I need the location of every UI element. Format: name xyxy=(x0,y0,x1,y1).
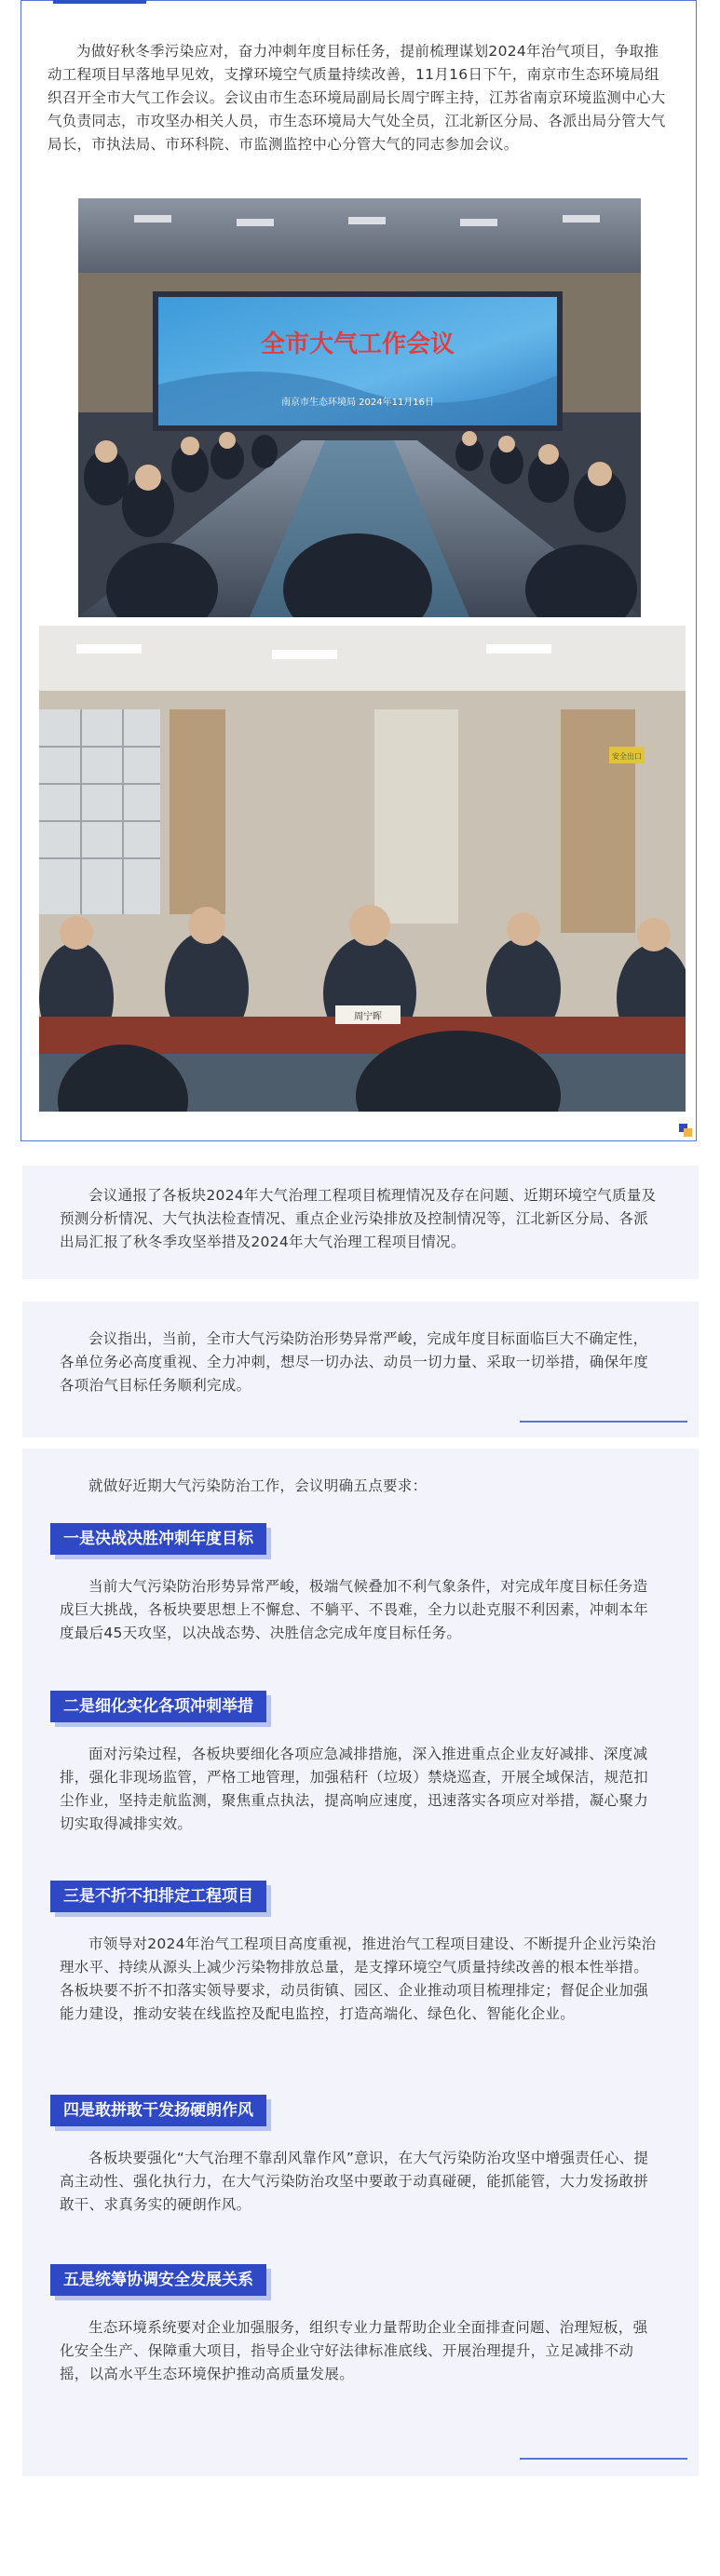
divider-rule-bottom xyxy=(520,2458,687,2460)
intro-paragraph: 为做好秋冬季污染应对，奋力冲刺年度目标任务，提前梳理谋划2024年治气项目，争取推动工程项目早落地早见效，支撑环境空气质量持续改善，11月16日下午，南京市生态环境局组织召开全市大气工作会议。会议由市生态环境局副局长周宁晖主持，江苏省南京环境监测中心大气负责同志，市攻坚办相关人员，市生态环境局大气处全员，江北新区分局、各派出局分管大气局长，市执法局、市环科院、市监测监控中心分管大气的同志参加会议。 xyxy=(48,43,666,153)
requirement-heading-1: 一是决战决胜冲刺年度目标 xyxy=(50,1523,266,1555)
report-panel xyxy=(22,1166,699,1279)
meeting-photo-2-image xyxy=(39,626,686,1112)
card-accent-bar xyxy=(53,0,146,4)
report-paragraph: 会议通报了各板块2024年大气治理工程项目梳理情况及存在问题、近期环境空气质量及预测分析情况、大气执法检查情况、重点企业污染排放及控制情况等，江北新区分局、各派出局汇报了秋冬季攻坚举措及2024年大气治理工程项目情况。 xyxy=(60,1187,657,1250)
requirement-heading-4: 四是敢拼敢干发扬硬朗作风 xyxy=(50,2095,266,2126)
nameplate: 周宁晖 xyxy=(354,1012,382,1022)
screen-title: 全市大气工作会议 xyxy=(260,330,455,358)
requirement-body-1: 当前大气污染防治形势异常严峻，极端气候叠加不利气象条件，对完成年度目标任务造成巨大挑战，各板块要思想上不懈怠、不躺平、不畏难，全力以赴克服不利因素，冲刺本年度最后45天攻坚，以决战态势、决胜信念完成年度目标任务。 xyxy=(60,1578,649,1641)
situation-panel xyxy=(22,1301,699,1437)
divider-rule xyxy=(520,1421,687,1423)
meeting-photo-1-image xyxy=(78,198,641,617)
corner-decoration-icon xyxy=(679,1124,692,1137)
exit-sign: 安全出口 xyxy=(612,752,642,761)
requirement-heading-2: 二是细化实化各项冲刺举措 xyxy=(50,1691,266,1722)
requirement-body-3: 市领导对2024年治气工程项目高度重视，推进治气工程项目建设、不断提升企业污染治理水平、持续从源头上减少污染物排放总量，是支撑环境空气质量持续改善的根本性举措。各板块要不折不扣落实领导要求，动员街镇、园区、企业推动项目梳理排定；督促企业加强能力建设，推动安装在线监控及配电监控，打造高端化、绿色化、智能化企业。 xyxy=(60,1935,657,2022)
requirement-heading-5: 五是统筹协调安全发展关系 xyxy=(50,2264,266,2296)
situation-paragraph: 会议指出，当前，全市大气污染防治形势异常严峻，完成年度目标面临巨大不确定性，各单位务必高度重视、全力冲刺，想尽一切办法、动员一切力量、采取一切举措，确保年度各项治气目标任务顺利完成。 xyxy=(60,1330,649,1394)
requirement-body-5: 生态环境系统要对企业加强服务，组织专业力量帮助企业全面排查问题、治理短板，强化安全生产、保障重大项目，指导企业守好法律标准底线、开展治理提升，立足减排不动摇，以高水平生态环境保护推动高质量发展。 xyxy=(60,2319,648,2382)
requirement-body-2: 面对污染过程，各板块要细化各项应急减排措施，深入推进重点企业友好减排、深度减排，强化非现场监管，严格工地管理，加强秸秆（垃圾）禁烧巡查，开展全域保洁，规范扣尘作业，坚持走航监测，聚焦重点执法，提高响应速度，迅速落实各项应对举措，凝心聚力切实取得减排实效。 xyxy=(60,1746,649,1832)
meeting-photo-2 xyxy=(39,626,686,1112)
requirement-body-4: 各板块要强化“大气治理不靠刮风靠作风”意识，在大气污染防治攻坚中增强责任心、提高主动性、强化执行力，在大气污染防治攻坚中要敢于动真碰硬，能抓能管，大力发扬敢拼敢干、求真务实的硬朗作风。 xyxy=(60,2150,649,2213)
requirements-intro: 就做好近期大气污染防治工作，会议明确五点要求： xyxy=(88,1477,428,1494)
meeting-photo-1 xyxy=(78,198,641,617)
screen-subtitle: 南京市生态环境局 2024年11月16日 xyxy=(280,398,435,408)
requirement-heading-3: 三是不折不扣排定工程项目 xyxy=(50,1881,266,1912)
requirements-panel xyxy=(22,1449,699,2476)
